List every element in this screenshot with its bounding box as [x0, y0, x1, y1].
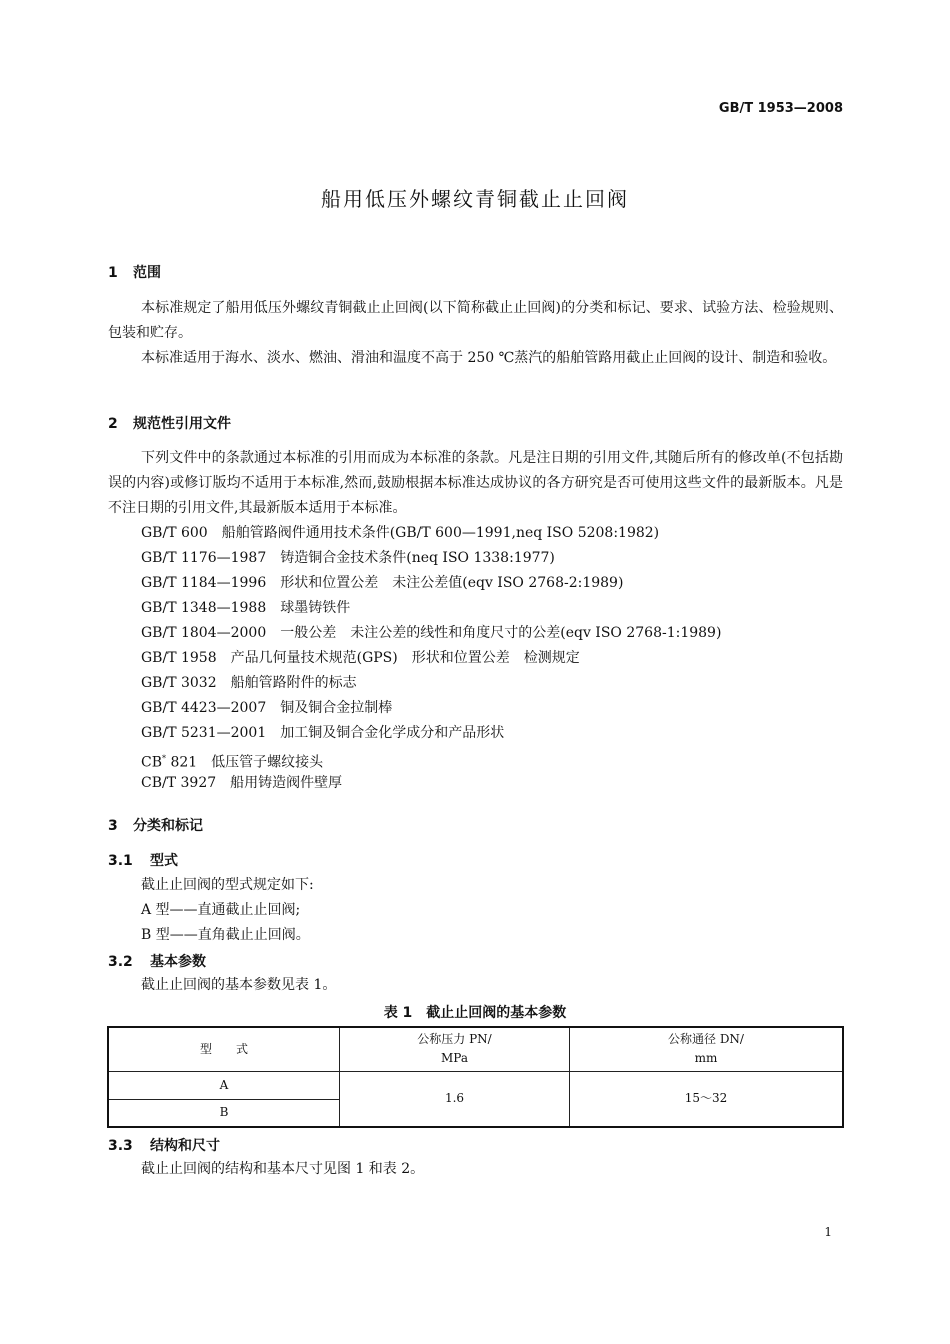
table-row	[108, 1071, 843, 1099]
table-header-row	[108, 1027, 843, 1071]
section-number: 2	[108, 416, 118, 432]
subsection-number: 3.2	[108, 954, 133, 970]
reference-item	[141, 521, 659, 546]
section-title: 分类和标记	[133, 818, 203, 834]
standard-number: GB/T 1953—2008	[718, 101, 843, 116]
subsection-3-2-heading	[108, 951, 206, 971]
header-diameter-line1: 公称通径 DN/	[668, 1032, 744, 1047]
paragraph: 本标准规定了船用低压外螺纹青铜截止止回阀(以下简称截止止回阀)的分类和标记、要求、试验方法、检验规则、包装和贮存。	[108, 300, 843, 341]
reference-item	[141, 771, 342, 796]
header-cell-diameter	[570, 1027, 844, 1071]
subsection-title: 型式	[150, 853, 178, 869]
subsection-title: 基本参数	[150, 954, 206, 970]
cell-diameter-value: 15～32	[570, 1071, 844, 1127]
cell-type-b: B	[108, 1099, 340, 1127]
reference-title: 产品几何量技术规范(GPS) 形状和位置公差 检测规定	[230, 650, 580, 666]
text-line: 截止止回阀的结构和基本尺寸见图 1 和表 2。	[141, 1161, 425, 1177]
text-line: B 型——直角截止止回阀。	[141, 927, 310, 943]
reference-item	[141, 671, 357, 696]
header-pressure-line2: MPa	[441, 1051, 468, 1066]
paragraph: 下列文件中的条款通过本标准的引用而成为本标准的条款。凡是注日期的引用文件,其随后所有的修改单(不包括勘误的内容)或修订版均不适用于本标准,然而,鼓励根据本标准达成协议的各方研究是否可使用这些文件的最新版本。凡是不注日期的引用文件,其最新版本适用于本标准。	[108, 450, 843, 516]
reference-code: GB/T 1348—1988	[141, 600, 267, 616]
paragraph: 本标准适用于海水、淡水、燃油、滑油和温度不高于 250 ℃蒸汽的船舶管路用截止止回阀的设计、制造和验收。	[141, 350, 837, 366]
reference-code-suffix: 821	[166, 754, 198, 771]
reference-code: CB/T 3927	[141, 775, 217, 791]
reference-item	[141, 571, 623, 596]
reference-code-superscript: *	[162, 754, 166, 763]
header-pressure-line1: 公称压力 PN/	[417, 1032, 492, 1047]
header-diameter-line2: mm	[694, 1051, 718, 1066]
page-number: 1	[824, 1225, 832, 1239]
reference-title: 船舶管路附件的标志	[230, 675, 357, 691]
section-number: 1	[108, 265, 118, 281]
reference-item	[141, 546, 555, 571]
subsection-3-1-heading	[108, 850, 178, 870]
reference-title: 加工铜及铜合金化学成分和产品形状	[280, 725, 505, 741]
header-cell-type: 型 式	[108, 1027, 340, 1071]
reference-code: GB/T 3032	[141, 675, 217, 691]
reference-code: GB/T 5231—2001	[141, 725, 267, 741]
reference-item	[141, 596, 350, 621]
text-line: A 型——直通截止止回阀;	[141, 902, 301, 918]
reference-code: GB/T 600	[141, 525, 208, 541]
reference-code: GB/T 1184—1996	[141, 575, 267, 591]
text-line: 截止止回阀的基本参数见表 1。	[141, 977, 337, 993]
reference-title: 一般公差 未注公差的线性和角度尺寸的公差(eqv ISO 2768-1:1989)	[280, 625, 722, 641]
section-title: 范围	[133, 265, 161, 281]
reference-title: 船舶管路阀件通用技术条件(GB/T 600—1991,neq ISO 5208:1982)	[221, 525, 660, 541]
cell-type-a: A	[108, 1071, 340, 1099]
reference-title: 铸造铜合金技术条件(neq ISO 1338:1977)	[280, 550, 555, 566]
reference-title: 形状和位置公差 未注公差值(eqv ISO 2768-2:1989)	[280, 575, 624, 591]
section-3-heading	[108, 815, 203, 835]
reference-code-prefix: CB	[141, 754, 162, 771]
reference-code: GB/T 1804—2000	[141, 625, 267, 641]
document-title: 船用低压外螺纹青铜截止止回阀	[321, 187, 629, 211]
table-caption: 表 1 截止止回阀的基本参数	[383, 1005, 567, 1021]
section-1-heading	[108, 262, 161, 282]
subsection-number: 3.1	[108, 853, 133, 869]
reference-title: 低压管子螺纹接头	[211, 754, 324, 771]
reference-item	[141, 621, 721, 646]
basic-parameters-table	[107, 1026, 844, 1128]
section-2-heading	[108, 413, 231, 433]
subsection-3-3-heading	[108, 1135, 220, 1155]
reference-title: 船用铸造阀件壁厚	[230, 775, 343, 791]
reference-title: 球墨铸铁件	[280, 600, 351, 616]
section-title: 规范性引用文件	[133, 416, 231, 432]
reference-code: GB/T 1176—1987	[141, 550, 267, 566]
reference-item	[141, 721, 504, 746]
subsection-title: 结构和尺寸	[150, 1138, 220, 1154]
reference-code: GB/T 4423—2007	[141, 700, 267, 716]
section-number: 3	[108, 818, 118, 834]
header-cell-pressure	[340, 1027, 570, 1071]
reference-item	[141, 646, 580, 671]
cell-pressure-value: 1.6	[340, 1071, 570, 1127]
reference-item	[141, 696, 392, 721]
text-line: 截止止回阀的型式规定如下:	[141, 877, 314, 893]
reference-title: 铜及铜合金拉制棒	[280, 700, 393, 716]
subsection-number: 3.3	[108, 1138, 133, 1154]
reference-code: GB/T 1958	[141, 650, 217, 666]
